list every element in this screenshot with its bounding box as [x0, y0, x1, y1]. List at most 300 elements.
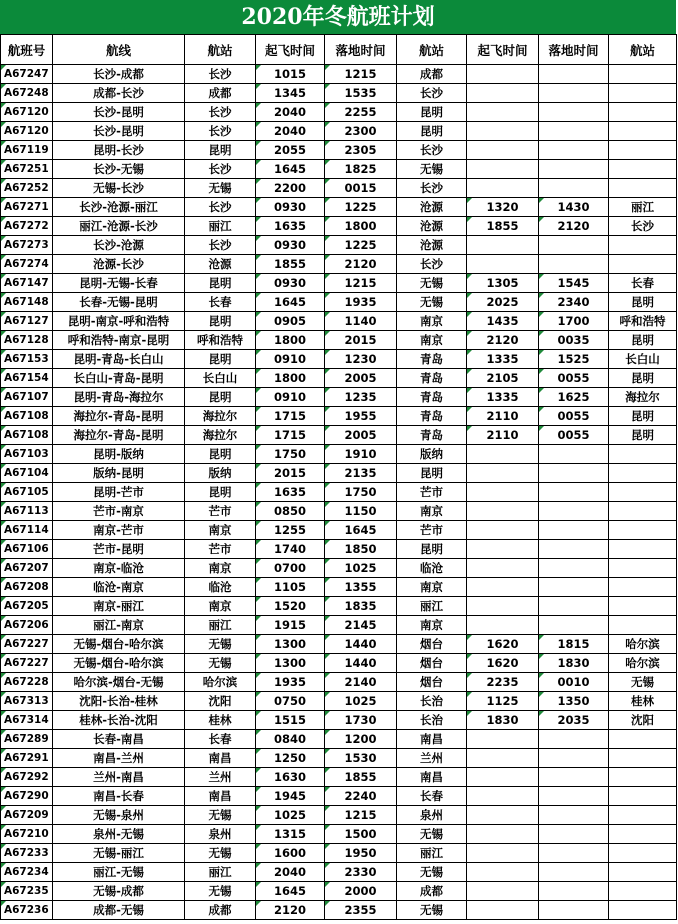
flight-no-cell: A67291 [1, 749, 53, 768]
table-row [1, 312, 677, 331]
table-row [1, 293, 677, 312]
depart-2-cell [467, 730, 539, 749]
station-2-cell: 南京 [397, 312, 467, 331]
station-2-cell: 长沙 [397, 255, 467, 274]
station-1-cell: 长春 [185, 730, 256, 749]
station-3-cell [609, 483, 677, 502]
table-row [1, 901, 677, 920]
arrive-1-cell: 1215 [325, 806, 397, 825]
flight-no-cell: A67235 [1, 882, 53, 901]
depart-1-cell: 2200 [256, 179, 325, 198]
flight-no-cell: A67234 [1, 863, 53, 882]
table-row [1, 825, 677, 844]
arrive-2-cell: 0010 [539, 673, 609, 692]
table-row [1, 673, 677, 692]
station-1-cell: 长沙 [185, 65, 256, 84]
depart-2-cell [467, 844, 539, 863]
station-2-cell: 青岛 [397, 350, 467, 369]
arrive-2-cell [539, 730, 609, 749]
depart-2-cell [467, 768, 539, 787]
depart-2-cell [467, 502, 539, 521]
arrive-1-cell: 2000 [325, 882, 397, 901]
arrive-1-cell: 2255 [325, 103, 397, 122]
station-2-cell: 无锡 [397, 274, 467, 293]
route-cell: 南京-芒市 [53, 521, 185, 540]
route-cell: 昆明-青岛-长白山 [53, 350, 185, 369]
table-row [1, 122, 677, 141]
flight-no-cell: A67227 [1, 635, 53, 654]
depart-2-cell [467, 122, 539, 141]
route-cell: 长沙-昆明 [53, 103, 185, 122]
depart-1-cell: 1915 [256, 616, 325, 635]
depart-1-cell: 1515 [256, 711, 325, 730]
arrive-1-cell: 1855 [325, 768, 397, 787]
flight-no-cell: A67228 [1, 673, 53, 692]
depart-2-cell [467, 84, 539, 103]
header-row [1, 35, 677, 65]
station-2-cell: 南京 [397, 616, 467, 635]
station-3-cell [609, 730, 677, 749]
table-row [1, 198, 677, 217]
arrive-2-cell [539, 502, 609, 521]
station-3-cell [609, 787, 677, 806]
depart-2-cell [467, 749, 539, 768]
station-3-cell: 无锡 [609, 673, 677, 692]
arrive-2-cell: 0035 [539, 331, 609, 350]
arrive-1-cell: 1500 [325, 825, 397, 844]
depart-2-cell [467, 179, 539, 198]
station-1-cell: 兰州 [185, 768, 256, 787]
station-1-cell: 丽江 [185, 863, 256, 882]
depart-2-cell: 1320 [467, 198, 539, 217]
station-1-cell: 丽江 [185, 616, 256, 635]
station-1-cell: 丽江 [185, 217, 256, 236]
flight-no-cell: A67114 [1, 521, 53, 540]
station-1-cell: 南京 [185, 559, 256, 578]
station-2-cell: 昆明 [397, 464, 467, 483]
arrive-2-cell: 1815 [539, 635, 609, 654]
table-row [1, 540, 677, 559]
depart-1-cell: 1645 [256, 293, 325, 312]
arrive-1-cell: 1225 [325, 236, 397, 255]
route-cell: 昆明-长沙 [53, 141, 185, 160]
arrive-2-cell: 1525 [539, 350, 609, 369]
station-1-cell: 沈阳 [185, 692, 256, 711]
depart-2-cell [467, 787, 539, 806]
depart-2-cell: 2110 [467, 407, 539, 426]
depart-2-cell [467, 825, 539, 844]
station-1-cell: 成都 [185, 84, 256, 103]
station-3-cell [609, 445, 677, 464]
depart-1-cell: 1345 [256, 84, 325, 103]
station-3-cell: 长白山 [609, 350, 677, 369]
station-2-cell: 临沧 [397, 559, 467, 578]
arrive-1-cell: 1935 [325, 293, 397, 312]
table-row [1, 369, 677, 388]
arrive-1-cell: 2300 [325, 122, 397, 141]
arrive-1-cell: 2140 [325, 673, 397, 692]
station-1-cell: 无锡 [185, 844, 256, 863]
arrive-1-cell: 1150 [325, 502, 397, 521]
station-1-cell: 长沙 [185, 122, 256, 141]
depart-2-cell [467, 160, 539, 179]
flight-no-cell: A67153 [1, 350, 53, 369]
station-2-cell: 长治 [397, 692, 467, 711]
depart-2-cell: 1305 [467, 274, 539, 293]
route-cell: 无锡-烟台-哈尔滨 [53, 635, 185, 654]
depart-1-cell: 1715 [256, 407, 325, 426]
arrive-2-cell [539, 141, 609, 160]
station-2-cell: 长沙 [397, 84, 467, 103]
station-2-cell: 青岛 [397, 388, 467, 407]
station-3-cell: 呼和浩特 [609, 312, 677, 331]
depart-1-cell: 1935 [256, 673, 325, 692]
table-row [1, 483, 677, 502]
station-2-cell: 南京 [397, 331, 467, 350]
arrive-1-cell: 1645 [325, 521, 397, 540]
route-cell: 无锡-丽江 [53, 844, 185, 863]
arrive-2-cell: 0055 [539, 426, 609, 445]
arrive-1-cell: 2145 [325, 616, 397, 635]
flight-no-cell: A67154 [1, 369, 53, 388]
depart-2-cell [467, 141, 539, 160]
depart-2-cell [467, 65, 539, 84]
table-row [1, 426, 677, 445]
table-row [1, 236, 677, 255]
arrive-1-cell: 2135 [325, 464, 397, 483]
station-3-cell [609, 597, 677, 616]
table-row [1, 464, 677, 483]
table-row [1, 749, 677, 768]
station-2-cell: 南昌 [397, 730, 467, 749]
depart-2-cell [467, 540, 539, 559]
header-depart-1: 起飞时间 [256, 35, 325, 65]
route-cell: 长沙-无锡 [53, 160, 185, 179]
arrive-1-cell: 1535 [325, 84, 397, 103]
arrive-2-cell [539, 464, 609, 483]
station-3-cell [609, 236, 677, 255]
depart-1-cell: 0850 [256, 502, 325, 521]
depart-1-cell: 1635 [256, 217, 325, 236]
station-3-cell [609, 749, 677, 768]
arrive-1-cell: 1955 [325, 407, 397, 426]
route-cell: 沈阳-长治-桂林 [53, 692, 185, 711]
station-2-cell: 丽江 [397, 597, 467, 616]
station-3-cell: 昆明 [609, 293, 677, 312]
depart-2-cell [467, 103, 539, 122]
arrive-1-cell: 1140 [325, 312, 397, 331]
arrive-2-cell [539, 882, 609, 901]
arrive-2-cell [539, 825, 609, 844]
depart-2-cell [467, 464, 539, 483]
station-3-cell [609, 882, 677, 901]
station-1-cell: 泉州 [185, 825, 256, 844]
station-3-cell [609, 825, 677, 844]
arrive-2-cell [539, 768, 609, 787]
station-3-cell: 桂林 [609, 692, 677, 711]
depart-1-cell: 0910 [256, 388, 325, 407]
flight-no-cell: A67236 [1, 901, 53, 920]
depart-1-cell: 1945 [256, 787, 325, 806]
station-1-cell: 哈尔滨 [185, 673, 256, 692]
arrive-1-cell: 1800 [325, 217, 397, 236]
arrive-1-cell: 1235 [325, 388, 397, 407]
station-1-cell: 临沧 [185, 578, 256, 597]
station-3-cell: 长春 [609, 274, 677, 293]
arrive-1-cell: 1730 [325, 711, 397, 730]
station-1-cell: 昆明 [185, 483, 256, 502]
station-2-cell: 烟台 [397, 673, 467, 692]
station-1-cell: 版纳 [185, 464, 256, 483]
station-1-cell: 沧源 [185, 255, 256, 274]
depart-2-cell: 1335 [467, 388, 539, 407]
arrive-2-cell [539, 103, 609, 122]
route-cell: 无锡-烟台-哈尔滨 [53, 654, 185, 673]
flight-no-cell: A67227 [1, 654, 53, 673]
depart-1-cell: 1750 [256, 445, 325, 464]
route-cell: 芒市-南京 [53, 502, 185, 521]
flight-no-cell: A67148 [1, 293, 53, 312]
station-3-cell: 丽江 [609, 198, 677, 217]
station-3-cell [609, 616, 677, 635]
table-row [1, 711, 677, 730]
station-3-cell [609, 464, 677, 483]
station-2-cell: 沧源 [397, 236, 467, 255]
station-3-cell [609, 578, 677, 597]
route-cell: 无锡-成都 [53, 882, 185, 901]
station-3-cell: 昆明 [609, 369, 677, 388]
flight-no-cell: A67205 [1, 597, 53, 616]
arrive-2-cell: 2035 [539, 711, 609, 730]
route-cell: 版纳-昆明 [53, 464, 185, 483]
route-cell: 长沙-成都 [53, 65, 185, 84]
station-3-cell: 哈尔滨 [609, 635, 677, 654]
arrive-2-cell [539, 844, 609, 863]
arrive-2-cell: 1350 [539, 692, 609, 711]
depart-1-cell: 1715 [256, 426, 325, 445]
flight-no-cell: A67103 [1, 445, 53, 464]
arrive-2-cell: 1430 [539, 198, 609, 217]
depart-1-cell: 1800 [256, 369, 325, 388]
depart-2-cell [467, 483, 539, 502]
arrive-1-cell: 1910 [325, 445, 397, 464]
depart-1-cell: 2040 [256, 103, 325, 122]
station-1-cell: 长沙 [185, 236, 256, 255]
arrive-2-cell [539, 521, 609, 540]
header-flight-no: 航班号 [1, 35, 53, 65]
station-3-cell [609, 768, 677, 787]
route-cell: 南京-临沧 [53, 559, 185, 578]
station-3-cell [609, 160, 677, 179]
flight-no-cell: A67289 [1, 730, 53, 749]
arrive-2-cell: 2120 [539, 217, 609, 236]
station-1-cell: 南京 [185, 597, 256, 616]
route-cell: 丽江-南京 [53, 616, 185, 635]
table-row [1, 768, 677, 787]
station-2-cell: 昆明 [397, 103, 467, 122]
depart-1-cell: 1300 [256, 635, 325, 654]
arrive-1-cell: 2355 [325, 901, 397, 920]
flight-no-cell: A67248 [1, 84, 53, 103]
arrive-2-cell [539, 483, 609, 502]
station-1-cell: 呼和浩特 [185, 331, 256, 350]
table-row [1, 654, 677, 673]
station-3-cell [609, 863, 677, 882]
station-1-cell: 昆明 [185, 141, 256, 160]
depart-1-cell: 0700 [256, 559, 325, 578]
depart-1-cell: 1520 [256, 597, 325, 616]
table-row [1, 578, 677, 597]
flight-no-cell: A67107 [1, 388, 53, 407]
table-row [1, 331, 677, 350]
arrive-1-cell: 2305 [325, 141, 397, 160]
station-3-cell: 昆明 [609, 407, 677, 426]
table-row [1, 787, 677, 806]
depart-1-cell: 1025 [256, 806, 325, 825]
arrive-2-cell [539, 863, 609, 882]
station-2-cell: 青岛 [397, 369, 467, 388]
arrive-1-cell: 2005 [325, 369, 397, 388]
flight-no-cell: A67208 [1, 578, 53, 597]
table-row [1, 597, 677, 616]
flight-no-cell: A67104 [1, 464, 53, 483]
route-cell: 丽江-无锡 [53, 863, 185, 882]
depart-2-cell [467, 255, 539, 274]
flight-no-cell: A67105 [1, 483, 53, 502]
header-arrive-2: 落地时间 [539, 35, 609, 65]
arrive-1-cell: 1025 [325, 692, 397, 711]
route-cell: 长白山-青岛-昆明 [53, 369, 185, 388]
depart-1-cell: 2055 [256, 141, 325, 160]
route-cell: 沧源-长沙 [53, 255, 185, 274]
flight-no-cell: A67128 [1, 331, 53, 350]
depart-1-cell: 1800 [256, 331, 325, 350]
depart-1-cell: 0930 [256, 198, 325, 217]
station-3-cell [609, 901, 677, 920]
station-3-cell [609, 179, 677, 198]
station-1-cell: 长春 [185, 293, 256, 312]
station-3-cell: 昆明 [609, 331, 677, 350]
arrive-2-cell [539, 179, 609, 198]
station-3-cell [609, 65, 677, 84]
route-cell: 芒市-昆明 [53, 540, 185, 559]
route-cell: 长春-无锡-昆明 [53, 293, 185, 312]
flight-no-cell: A67209 [1, 806, 53, 825]
station-3-cell [609, 122, 677, 141]
flight-no-cell: A67210 [1, 825, 53, 844]
arrive-2-cell: 0055 [539, 369, 609, 388]
station-2-cell: 烟台 [397, 635, 467, 654]
arrive-1-cell: 2120 [325, 255, 397, 274]
route-cell: 桂林-长治-沈阳 [53, 711, 185, 730]
depart-2-cell [467, 236, 539, 255]
route-cell: 长沙-沧源 [53, 236, 185, 255]
depart-1-cell: 1600 [256, 844, 325, 863]
station-3-cell [609, 141, 677, 160]
depart-2-cell: 1620 [467, 635, 539, 654]
flight-no-cell: A67314 [1, 711, 53, 730]
arrive-1-cell: 1835 [325, 597, 397, 616]
route-cell: 临沧-南京 [53, 578, 185, 597]
station-1-cell: 无锡 [185, 882, 256, 901]
station-3-cell: 哈尔滨 [609, 654, 677, 673]
station-1-cell: 成都 [185, 901, 256, 920]
table-row [1, 863, 677, 882]
flight-no-cell: A67292 [1, 768, 53, 787]
depart-1-cell: 1630 [256, 768, 325, 787]
depart-2-cell [467, 445, 539, 464]
header-depart-2: 起飞时间 [467, 35, 539, 65]
station-3-cell [609, 255, 677, 274]
table-body [1, 65, 677, 920]
route-cell: 哈尔滨-烟台-无锡 [53, 673, 185, 692]
table-row [1, 65, 677, 84]
flight-no-cell: A67119 [1, 141, 53, 160]
arrive-2-cell [539, 255, 609, 274]
arrive-1-cell: 1825 [325, 160, 397, 179]
table-row [1, 521, 677, 540]
station-2-cell: 版纳 [397, 445, 467, 464]
arrive-1-cell: 2015 [325, 331, 397, 350]
station-2-cell: 烟台 [397, 654, 467, 673]
depart-1-cell: 1015 [256, 65, 325, 84]
depart-2-cell: 1125 [467, 692, 539, 711]
depart-2-cell [467, 901, 539, 920]
depart-1-cell: 1645 [256, 882, 325, 901]
route-cell: 南京-丽江 [53, 597, 185, 616]
depart-1-cell: 0750 [256, 692, 325, 711]
flight-no-cell: A67273 [1, 236, 53, 255]
station-2-cell: 长沙 [397, 141, 467, 160]
station-3-cell [609, 502, 677, 521]
flight-no-cell: A67106 [1, 540, 53, 559]
flight-no-cell: A67271 [1, 198, 53, 217]
depart-1-cell: 0905 [256, 312, 325, 331]
station-1-cell: 南昌 [185, 749, 256, 768]
route-cell: 成都-长沙 [53, 84, 185, 103]
station-3-cell: 沈阳 [609, 711, 677, 730]
arrive-1-cell: 2330 [325, 863, 397, 882]
route-cell: 呼和浩特-南京-昆明 [53, 331, 185, 350]
station-1-cell: 昆明 [185, 350, 256, 369]
station-2-cell: 长春 [397, 787, 467, 806]
table-row [1, 844, 677, 863]
depart-1-cell: 2120 [256, 901, 325, 920]
station-2-cell: 芒市 [397, 483, 467, 502]
route-cell: 南昌-长春 [53, 787, 185, 806]
station-3-cell [609, 103, 677, 122]
arrive-2-cell: 1625 [539, 388, 609, 407]
station-1-cell: 无锡 [185, 635, 256, 654]
arrive-2-cell: 2340 [539, 293, 609, 312]
route-cell: 昆明-无锡-长春 [53, 274, 185, 293]
route-cell: 昆明-青岛-海拉尔 [53, 388, 185, 407]
arrive-2-cell [539, 236, 609, 255]
arrive-1-cell: 1355 [325, 578, 397, 597]
flight-no-cell: A67233 [1, 844, 53, 863]
arrive-2-cell [539, 540, 609, 559]
arrive-2-cell [539, 122, 609, 141]
arrive-1-cell: 1950 [325, 844, 397, 863]
depart-2-cell: 2235 [467, 673, 539, 692]
depart-1-cell: 1255 [256, 521, 325, 540]
station-1-cell: 长白山 [185, 369, 256, 388]
depart-2-cell [467, 806, 539, 825]
flight-no-cell: A67313 [1, 692, 53, 711]
header-station-2: 航站 [397, 35, 467, 65]
station-1-cell: 桂林 [185, 711, 256, 730]
arrive-1-cell: 1530 [325, 749, 397, 768]
